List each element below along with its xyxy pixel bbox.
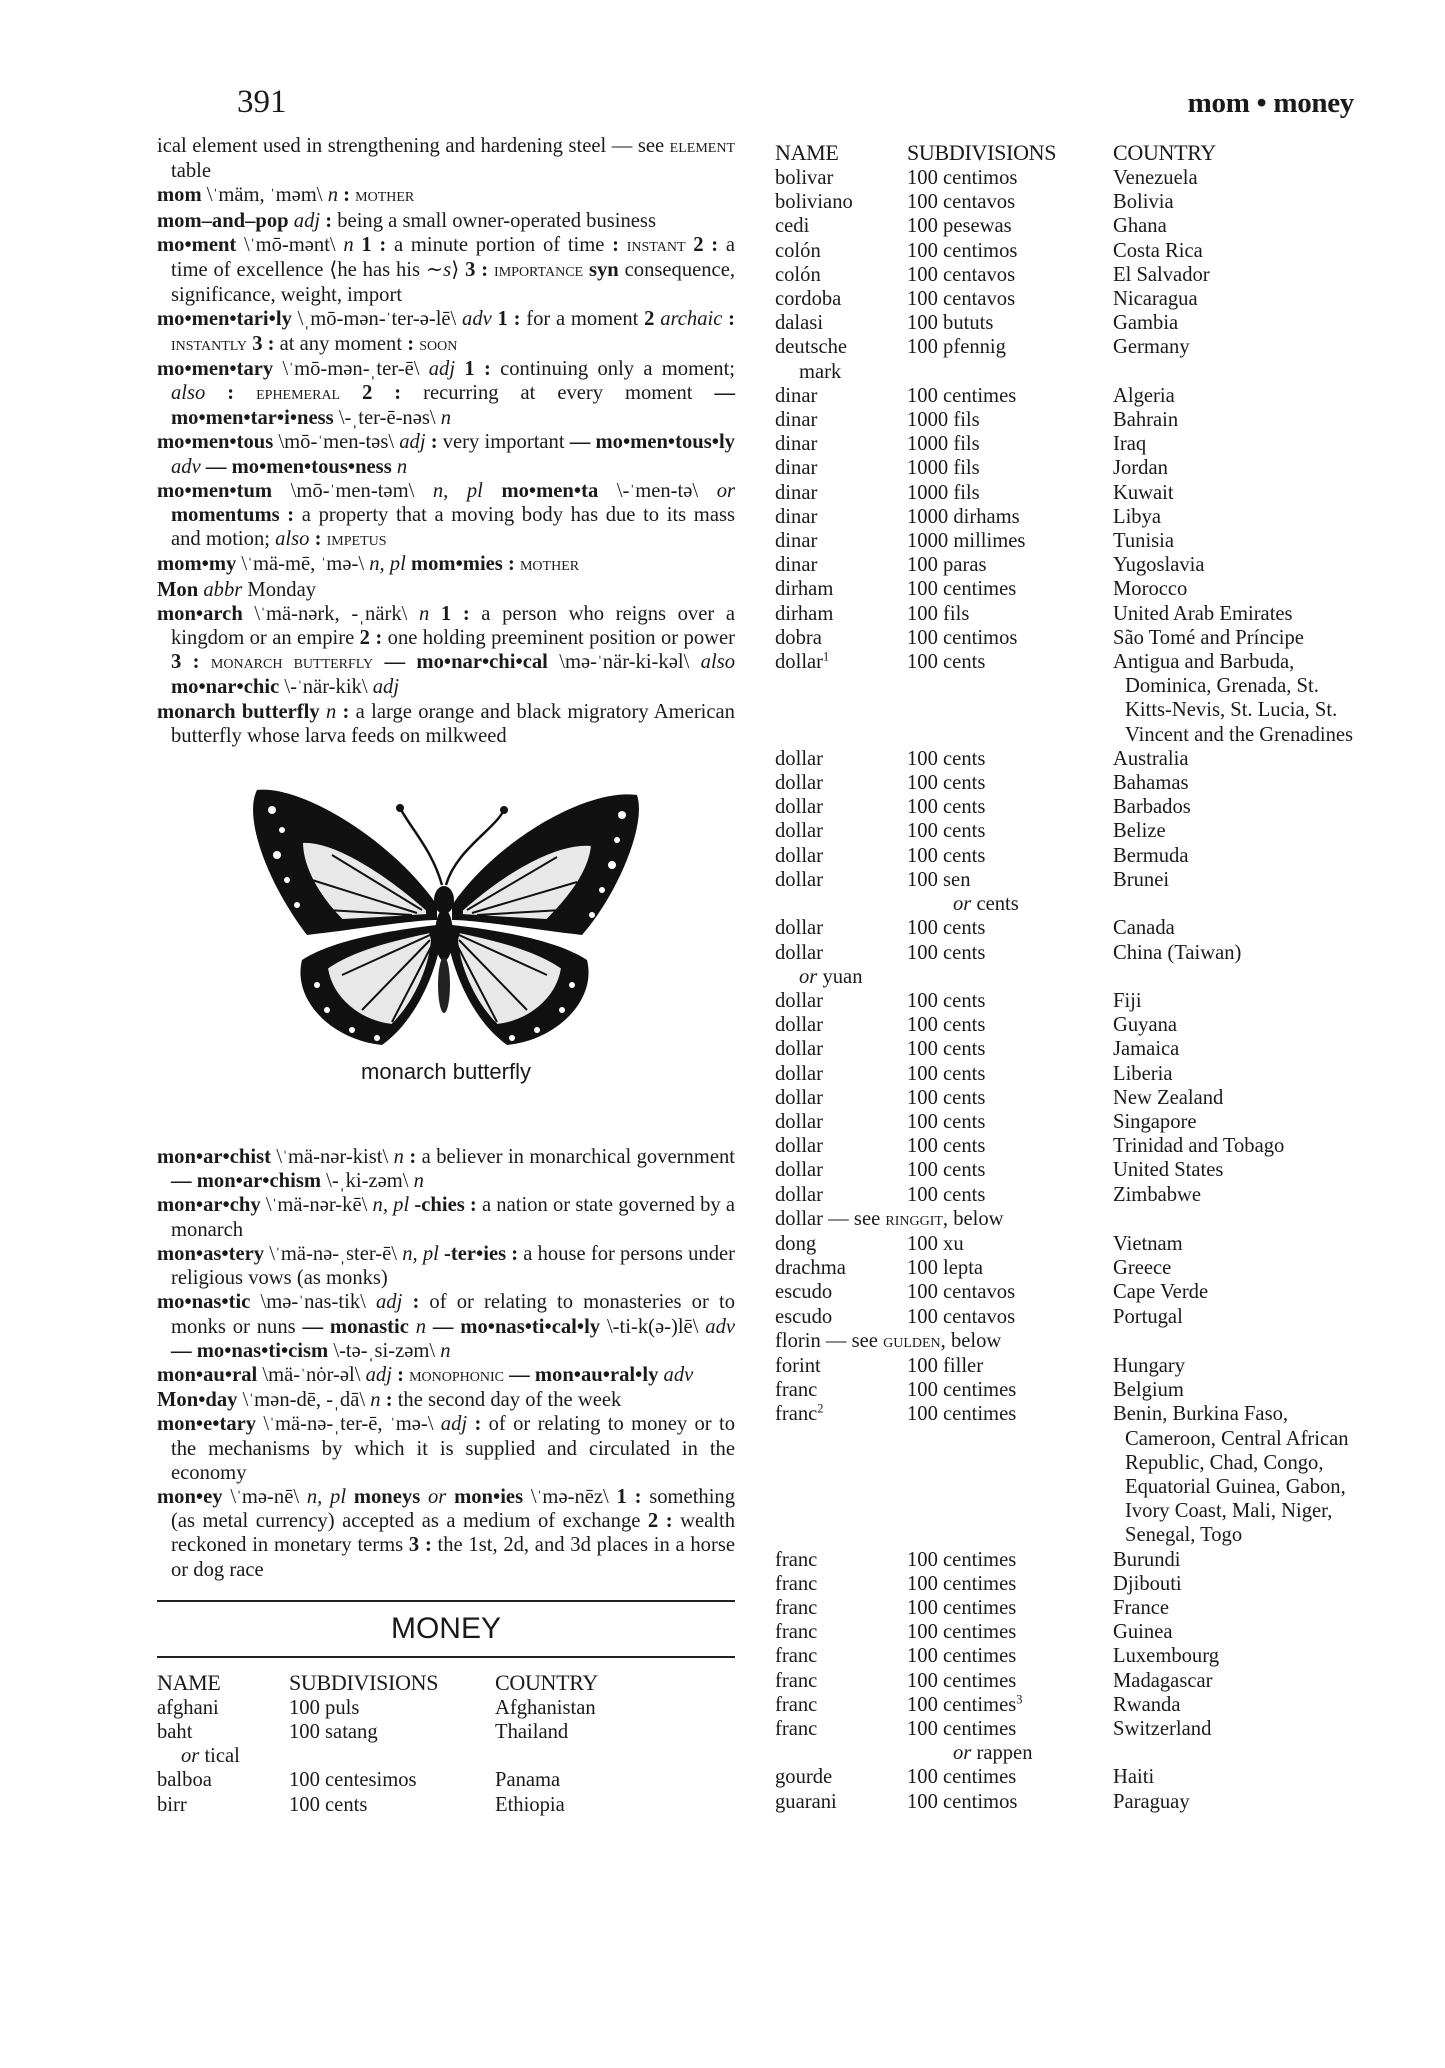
money-table-row: [775, 1596, 1355, 1620]
dictionary-entry: mom–and–pop adj : being a small owner-operated business: [157, 209, 656, 232]
money-table-row: [775, 1232, 1355, 1256]
money-table-row: [775, 1354, 1355, 1378]
dictionary-entry: mo•nas•tic \mə-ˈnas-tik\ adj : of or relating to monasteries or to monks or nuns — monastic n — mo•nas•ti•cal•ly \-ti-k(ə-)lē\ adv — mo•nas•ti•cism \-tə-ˌsi-zəm\ n: [157, 1291, 735, 1362]
currency-name: dobra: [775, 626, 822, 649]
currency-name: dollar: [775, 1183, 824, 1206]
country: Bolivia: [1113, 191, 1174, 214]
money-table-row: [775, 166, 1355, 190]
money-table-row: [775, 1280, 1355, 1304]
country: Antigua and Barbuda, Dominica, Grenada, St. Kitts-Nevis, St. Lucia, St. Vincent and the Grenadines: [1113, 651, 1354, 746]
dictionary-entries: [157, 134, 735, 748]
country: Yugoslavia: [1113, 554, 1205, 577]
money-table-row: [775, 941, 1355, 989]
country: United Arab Emirates: [1113, 602, 1293, 625]
country: New Zealand: [1113, 1086, 1224, 1109]
money-table-row: [775, 456, 1355, 480]
currency-name: franc: [775, 1548, 818, 1571]
currency-name: dollar: [775, 1135, 824, 1158]
country: Cape Verde: [1113, 1281, 1209, 1304]
subdivisions: 1000 dirhams: [907, 505, 1020, 528]
currency-name: dinar: [775, 530, 818, 553]
currency-name: franc: [775, 1621, 818, 1644]
subdivisions: 100 cents: [907, 772, 986, 795]
money-table-row: [775, 1305, 1355, 1329]
money-table-row: [775, 335, 1355, 383]
subdivisions: 100 paras: [907, 554, 987, 577]
country: France: [1113, 1596, 1170, 1619]
country: Iraq: [1113, 433, 1147, 456]
money-table-row: [775, 1329, 1355, 1354]
subdivisions: 100 cents: [907, 1159, 986, 1182]
dictionary-entry: mo•men•tary \ˈmō-mən-ˌter-ē\ adj 1 : continuing only a moment; also : ephemeral 2 : recurring at every moment — mo•men•tar•i•ness \-ˌter-ē-nəs\ n: [157, 357, 736, 430]
currency-name: franc: [775, 1645, 818, 1668]
dictionary-entry: mo•men•tari•ly \ˌmō-mən-ˈter-ə-lē\ adv 1 : for a moment 2 archaic : instantly 3 : at any moment : soon: [157, 308, 735, 355]
dictionary-entry: mon•arch \ˈmä-nərk, -ˌnärk\ n 1 : a person who reigns over a kingdom or an empire 2 : one holding preeminent position or power 3 : monarch butterfly — mo•nar•chi•cal \mə-ˈnär-ki-kəl\ also mo•nar•chic \-ˈnär-kik\ adj: [157, 602, 736, 699]
page-number: 391: [237, 84, 287, 120]
dictionary-entry: ical element used in strengthening and hardening steel — see element table: [157, 135, 735, 183]
currency-name: dinar: [775, 481, 818, 504]
subdivisions: 100 centimes: [907, 1572, 1017, 1595]
money-table-header: [775, 140, 1355, 166]
country: Zimbabwe: [1113, 1183, 1202, 1206]
currency-name: franc: [775, 1596, 818, 1619]
subdivisions: 100 centimes: [907, 1403, 1017, 1426]
dictionary-entry: mo•men•tous \mō-ˈmen-təs\ adj : very important — mo•men•tous•ly adv — mo•men•tous•ness n: [157, 431, 735, 478]
currency-name: dollar: [775, 1062, 824, 1085]
country: Singapore: [1113, 1110, 1197, 1133]
currency-name: baht or tical: [157, 1720, 240, 1768]
currency-name: dollar: [775, 747, 824, 770]
currency-name: dollar: [775, 820, 824, 843]
subdivisions: 100 cents: [907, 1038, 986, 1061]
subdivisions: 100 centimes: [907, 1645, 1017, 1668]
currency-name: colón: [775, 239, 821, 262]
currency-name: gourde: [775, 1766, 833, 1789]
subdivisions: 100 cents: [907, 651, 986, 674]
country: Burundi: [1113, 1548, 1181, 1571]
country: Switzerland: [1113, 1718, 1212, 1740]
subdivisions: 100 centimes: [907, 1379, 1017, 1402]
subdivisions: 100 cents: [907, 747, 986, 770]
dictionary-entry: Mon•day \ˈmən-dē, -ˌdā\ n : the second day of the week: [157, 1389, 622, 1412]
money-table-row: [775, 1644, 1355, 1668]
header-name: NAME: [157, 1669, 221, 1695]
subdivisions: 1000 fils: [907, 409, 980, 432]
currency-name: franc: [775, 1718, 818, 1740]
currency-name: guarani: [775, 1790, 837, 1813]
subdivisions: 100 centimes: [907, 1621, 1017, 1644]
money-table-row: [775, 1790, 1355, 1814]
monarch-butterfly-illustration: [232, 760, 652, 1050]
money-table-row: [775, 844, 1355, 868]
subdivisions: 100 cents: [907, 844, 986, 867]
subdivisions: 100 centimos: [907, 1790, 1018, 1813]
country: Liberia: [1113, 1062, 1173, 1085]
currency-name: dollar: [775, 1014, 824, 1037]
subdivisions: 100 centimes or rappen: [907, 1718, 1033, 1765]
money-table-left: [157, 1670, 735, 1817]
country: Bermuda: [1113, 844, 1189, 867]
money-table-row: [775, 1548, 1355, 1572]
currency-name: escudo: [775, 1305, 833, 1328]
header-subdivisions: SUBDIVISIONS: [907, 140, 1057, 165]
country: Ghana: [1113, 215, 1167, 238]
money-table-row: [775, 384, 1355, 408]
subdivisions: 100 cents: [907, 1183, 986, 1206]
currency-name: dollar: [775, 989, 824, 1012]
money-table-row: [775, 481, 1355, 505]
subdivisions: 100 centimos: [907, 167, 1018, 189]
country: Greece: [1113, 1257, 1172, 1280]
currency-name: deutsche mark: [775, 336, 848, 383]
dictionary-entry: mom \ˈmäm, ˈməm\ n : mother: [157, 184, 415, 207]
dictionary-entry: mo•men•tum \mō-ˈmen-təm\ n, pl mo•men•ta \-ˈmen-tə\ or momentums : a property that a moving body has due to its mass and motion; also : impetus: [157, 479, 735, 551]
money-table-row: [775, 1086, 1355, 1110]
country: Guyana: [1113, 1014, 1178, 1037]
country: Fiji: [1113, 989, 1142, 1012]
country: Brunei: [1113, 868, 1170, 891]
currency-name: bolivar: [775, 167, 834, 189]
currency-name: dalasi: [775, 312, 824, 335]
money-table-row: [775, 1669, 1355, 1693]
money-table-row: [775, 1158, 1355, 1182]
country: Kuwait: [1113, 481, 1174, 504]
country: Paraguay: [1113, 1790, 1190, 1813]
subdivisions: 100 centimes$^3$: [907, 1692, 1023, 1716]
figure-caption: monarch butterfly: [361, 1059, 531, 1085]
dictionary-entry: mon•e•tary \ˈmä-nə-ˌter-ē, ˈmə-\ adj : of or relating to money or to the mechanisms by which it is supplied and circulated in the economy: [157, 1413, 735, 1484]
currency-name: franc$^2$: [775, 1401, 824, 1426]
currency-name: dollar: [775, 1110, 824, 1133]
country: Germany: [1113, 336, 1190, 359]
currency-name: dollar: [775, 917, 824, 940]
subdivisions: 100 centimes: [907, 1766, 1017, 1789]
country: Thailand: [495, 1720, 569, 1743]
subdivisions: 100 centimes: [907, 384, 1017, 407]
money-table-row: [775, 311, 1355, 335]
subdivisions: 1000 millimes: [907, 530, 1026, 553]
money-table-row: [775, 505, 1355, 529]
currency-name: dinar: [775, 554, 818, 577]
money-table-row: [775, 214, 1355, 238]
subdivisions: 1000 fils: [907, 433, 980, 456]
country: Guinea: [1113, 1621, 1173, 1644]
currency-name: franc: [775, 1693, 818, 1716]
left-column: [157, 134, 735, 1817]
subdivisions: 100 centavos: [907, 1281, 1016, 1304]
currency-name: balboa: [157, 1769, 212, 1792]
country: Portugal: [1113, 1305, 1183, 1328]
country: Panama: [495, 1769, 561, 1792]
currency-name: dirham: [775, 578, 834, 601]
subdivisions: 100 cents: [907, 1086, 986, 1109]
currency-name: dollar$^1$: [775, 649, 830, 674]
country: Haiti: [1113, 1766, 1155, 1789]
currency-name: dollar: [775, 1159, 824, 1182]
money-table-row: [775, 916, 1355, 940]
currency-name: dollar: [775, 772, 824, 795]
subdivisions: 100 cents: [907, 1062, 986, 1085]
money-table-row: [775, 1717, 1355, 1765]
money-table-row: [775, 1013, 1355, 1037]
header-name: NAME: [775, 140, 839, 165]
money-table-row: [775, 408, 1355, 432]
country: Gambia: [1113, 312, 1179, 335]
money-table-row: [775, 1402, 1355, 1547]
money-table-row: [775, 795, 1355, 819]
subdivisions: 100 cents: [907, 917, 986, 940]
subdivisions: 100 centimes: [907, 1669, 1017, 1692]
header-country: COUNTRY: [495, 1669, 599, 1695]
money-table-row: [775, 819, 1355, 843]
country: United States: [1113, 1159, 1224, 1182]
subdivisions: 100 cents: [289, 1793, 368, 1816]
currency-name: franc: [775, 1669, 818, 1692]
subdivisions: 100 satang: [289, 1720, 378, 1743]
subdivisions: 100 xu: [907, 1232, 964, 1255]
money-table-row: [157, 1768, 735, 1792]
money-table-row: [775, 1620, 1355, 1644]
money-table-row: [775, 747, 1355, 771]
money-table-right: [775, 140, 1355, 1814]
money-table-header: [157, 1670, 735, 1696]
country: Hungary: [1113, 1354, 1186, 1377]
money-table-row: [775, 771, 1355, 795]
dictionary-entry: mon•ar•chist \ˈmä-nər-kist\ n : a believer in monarchical government — mon•ar•chism \-ˌki-zəm\ n: [157, 1146, 735, 1193]
money-table-row: [775, 1765, 1355, 1789]
dictionary-entry: mom•my \ˈmä-mē, ˈmə-\ n, pl mom•mies : mother: [157, 553, 580, 576]
cross-reference: dollar — see ringgit, below: [775, 1207, 1004, 1230]
subdivisions: 1000 fils: [907, 457, 980, 480]
currency-name: escudo: [775, 1281, 833, 1304]
money-table-row: [775, 626, 1355, 650]
currency-name: birr: [157, 1793, 187, 1816]
subdivisions: 100 centavos: [907, 263, 1016, 286]
subdivisions: 100 centavos: [907, 191, 1016, 214]
subdivisions: 100 centimes: [907, 578, 1017, 601]
subdivisions: 100 centavos: [907, 1305, 1016, 1328]
figure-monarch-butterfly: [157, 760, 735, 1145]
money-table-row: [775, 1134, 1355, 1158]
dictionary-entry: Mon abbr Monday: [157, 578, 317, 601]
money-table-row: [775, 1378, 1355, 1402]
right-column: [775, 140, 1355, 1814]
money-table-row: [157, 1720, 735, 1768]
country: Barbados: [1113, 796, 1191, 819]
subdivisions: 100 sen or cents: [907, 868, 1019, 916]
cross-reference: florin — see gulden, below: [775, 1329, 1002, 1352]
country: Costa Rica: [1113, 239, 1203, 262]
money-table-row: [775, 1183, 1355, 1207]
subdivisions: 100 centimes: [907, 1596, 1017, 1619]
header-country: COUNTRY: [1113, 140, 1217, 165]
country: China (Taiwan): [1113, 941, 1242, 964]
currency-name: dollar: [775, 844, 824, 867]
money-table-row: [775, 602, 1355, 626]
country: Luxembourg: [1113, 1645, 1220, 1668]
country: Trinidad and Tobago: [1113, 1135, 1285, 1158]
header-subdivisions: SUBDIVISIONS: [289, 1669, 439, 1695]
money-table-row: [157, 1793, 735, 1817]
currency-name: forint: [775, 1354, 821, 1377]
currency-name: franc: [775, 1572, 818, 1595]
currency-name: dinar: [775, 505, 818, 528]
money-table-row: [775, 1062, 1355, 1086]
currency-name: dollar: [775, 796, 824, 819]
currency-name: dinar: [775, 433, 818, 456]
money-table-row: [775, 263, 1355, 287]
country: Australia: [1113, 747, 1189, 770]
country: São Tomé and Príncipe: [1113, 626, 1304, 649]
currency-name: dollar or yuan: [775, 941, 863, 988]
money-table-row: [775, 553, 1355, 577]
subdivisions: 100 bututs: [907, 312, 994, 335]
dictionary-entry: mon•as•tery \ˈmä-nə-ˌster-ē\ n, pl -ter•ies : a house for persons under religious vows (as monks): [157, 1242, 735, 1290]
subdivisions: 100 cents: [907, 989, 986, 1012]
subdivisions: 100 pesewas: [907, 215, 1012, 238]
country: Morocco: [1113, 578, 1188, 601]
country: Benin, Burkina Faso, Cameroon, Central African Republic, Chad, Congo, Equatorial Guinea, Gabon, Ivory Coast, Mali, Niger, Senegal, Togo: [1113, 1403, 1349, 1547]
subdivisions: 100 centavos: [907, 288, 1016, 311]
subdivisions: 100 pfennig: [907, 336, 1006, 359]
subdivisions: 100 cents: [907, 1135, 986, 1158]
currency-name: colón: [775, 263, 821, 286]
subdivisions: 100 centimos: [907, 626, 1018, 649]
currency-name: boliviano: [775, 191, 853, 214]
money-table-row: [775, 190, 1355, 214]
currency-name: franc: [775, 1379, 818, 1402]
currency-name: afghani: [157, 1696, 219, 1719]
currency-name: cedi: [775, 215, 810, 238]
country: Jamaica: [1113, 1038, 1180, 1061]
running-head: mom • money: [1187, 87, 1354, 119]
currency-name: dollar: [775, 1038, 824, 1061]
money-table-row: [775, 1037, 1355, 1061]
country: Djibouti: [1113, 1572, 1182, 1595]
subdivisions: 100 cents: [907, 941, 986, 964]
country: Canada: [1113, 917, 1175, 940]
subdivisions: 100 cents: [907, 1014, 986, 1037]
country: Venezuela: [1113, 167, 1198, 189]
country: Algeria: [1113, 384, 1175, 407]
subdivisions: 100 filler: [907, 1354, 984, 1377]
country: Bahamas: [1113, 772, 1189, 795]
country: Vietnam: [1113, 1232, 1183, 1255]
country: Libya: [1113, 505, 1162, 528]
subdivisions: 100 puls: [289, 1696, 360, 1719]
money-table-row: [775, 868, 1355, 916]
currency-name: dong: [775, 1232, 817, 1255]
money-table-row: [775, 650, 1355, 747]
money-table-row: [775, 239, 1355, 263]
money-table-row: [775, 1256, 1355, 1280]
subdivisions: 100 centesimos: [289, 1769, 417, 1792]
money-table-row: [775, 287, 1355, 311]
dictionary-entry: mon•ey \ˈmə-nē\ n, pl moneys or mon•ies \ˈmə-nēz\ 1 : something (as metal currency) accepted as a medium of exchange 2 : wealth reckoned in monetary terms 3 : the 1st, 2d, and 3d places in a horse or dog race: [157, 1485, 736, 1581]
money-table-row: [775, 1693, 1355, 1717]
money-table-row: [775, 432, 1355, 456]
country: Bahrain: [1113, 409, 1179, 432]
country: Afghanistan: [495, 1696, 596, 1719]
dictionary-entry: mon•ar•chy \ˈmä-nər-kē\ n, pl -chies : a nation or state governed by a monarch: [157, 1194, 735, 1241]
dictionary-entries-continued: [157, 1145, 735, 1582]
country: Tunisia: [1113, 530, 1175, 553]
dictionary-entry: monarch butterfly n : a large orange and black migratory American butterfly whose larva feeds on milkweed: [157, 700, 735, 747]
country: El Salvador: [1113, 263, 1210, 286]
money-table-row: [775, 529, 1355, 553]
money-table-title: MONEY: [157, 1600, 735, 1658]
currency-name: dinar: [775, 457, 818, 480]
currency-name: dirham: [775, 602, 834, 625]
country: Belgium: [1113, 1379, 1184, 1402]
country: Belize: [1113, 820, 1166, 843]
subdivisions: 100 cents: [907, 1110, 986, 1133]
money-table-row: [775, 1572, 1355, 1596]
money-table-row: [775, 1207, 1355, 1232]
dictionary-entry: mon•au•ral \mä-ˈnȯr-əl\ adj : monophonic — mon•au•ral•ly adv: [157, 1363, 694, 1386]
currency-name: drachma: [775, 1257, 846, 1280]
dictionary-entry: mo•ment \ˈmō-mənt\ n 1 : a minute portion of time : instant 2 : a time of excellence ⟨he has his ∼s⟩ 3 : importance syn consequence, significance, weight, import: [157, 233, 735, 307]
currency-name: cordoba: [775, 288, 842, 311]
currency-name: dinar: [775, 384, 818, 407]
subdivisions: 1000 fils: [907, 481, 980, 504]
subdivisions: 100 centimos: [907, 239, 1018, 262]
money-table-row: [775, 989, 1355, 1013]
currency-name: dollar: [775, 868, 824, 891]
money-table-row: [775, 577, 1355, 601]
currency-name: dinar: [775, 409, 818, 432]
subdivisions: 100 lepta: [907, 1257, 984, 1280]
country: Rwanda: [1113, 1693, 1181, 1716]
subdivisions: 100 cents: [907, 796, 986, 819]
subdivisions: 100 cents: [907, 820, 986, 843]
subdivisions: 100 centimes: [907, 1548, 1017, 1571]
subdivisions: 100 fils: [907, 602, 970, 625]
country: Madagascar: [1113, 1669, 1213, 1692]
country: Ethiopia: [495, 1793, 565, 1816]
country: Nicaragua: [1113, 288, 1198, 311]
money-table-row: [157, 1696, 735, 1720]
money-table-row: [775, 1110, 1355, 1134]
currency-name: dollar: [775, 1086, 824, 1109]
country: Jordan: [1113, 457, 1168, 480]
